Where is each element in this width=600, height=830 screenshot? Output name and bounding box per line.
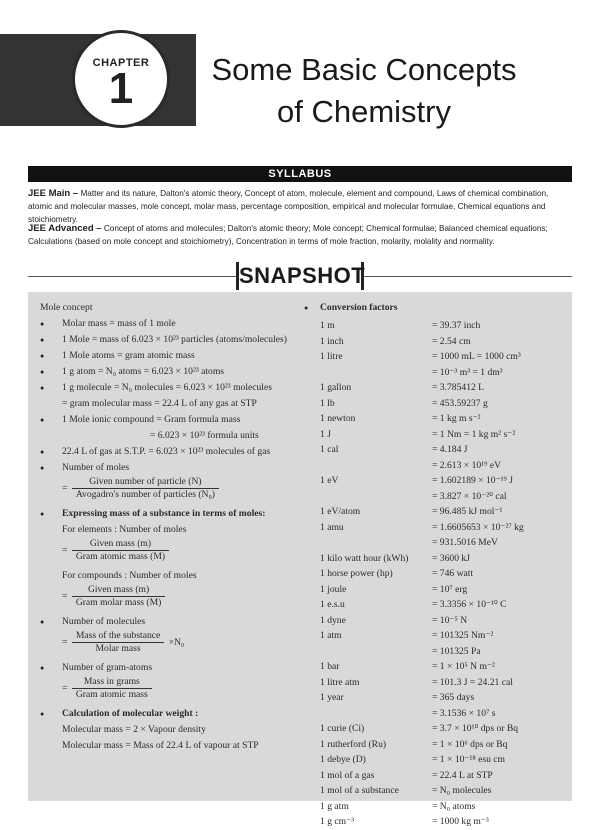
syllabus-jee-advanced bbox=[28, 222, 572, 248]
list-item-continuation: = 6.023 × 10²³ formula units bbox=[150, 430, 259, 441]
conversion-value: = 1 × 10⁵ N m⁻² bbox=[432, 661, 495, 672]
conversion-row bbox=[304, 613, 566, 629]
conversion-value: = 3.3356 × 10⁻¹⁰ C bbox=[432, 599, 507, 610]
fraction-numerator: Given mass (m) bbox=[72, 538, 169, 551]
conversion-unit: 1 atm bbox=[320, 630, 342, 641]
conversion-unit: 1 horse power (hp) bbox=[320, 568, 393, 579]
conversion-row bbox=[304, 396, 566, 412]
conversion-row bbox=[304, 489, 566, 505]
conversion-unit: 1 litre atm bbox=[320, 676, 360, 688]
equals-sign: = bbox=[62, 545, 68, 556]
conversion-unit: 1 gallon bbox=[320, 382, 352, 393]
conversion-row bbox=[304, 334, 566, 350]
list-item: ● 1 Mole atoms = gram atomic mass bbox=[40, 348, 298, 364]
mole-concept-column bbox=[40, 300, 298, 754]
conversion-unit: 1 litre bbox=[320, 351, 343, 362]
conversion-row bbox=[304, 737, 566, 753]
conversion-value: = 3.1536 × 10⁷ s bbox=[432, 707, 496, 719]
list-item: ● 22.4 L of gas at S.T.P. = 6.023 × 10²³ molecules of gas bbox=[40, 444, 298, 460]
conversion-row bbox=[304, 597, 566, 613]
conversion-row bbox=[304, 752, 566, 768]
jee-main-label: JEE Main – bbox=[28, 188, 79, 199]
syllabus-heading: SYLLABUS bbox=[28, 166, 572, 182]
conversion-row bbox=[304, 411, 566, 427]
formula-molecules bbox=[40, 630, 298, 660]
conversion-unit: 1 kilo watt hour (kWh) bbox=[320, 552, 409, 564]
conversion-value: = 3.7 × 10¹⁰ dps or Bq bbox=[432, 723, 519, 734]
conversion-row bbox=[304, 349, 566, 365]
molecular-mass-line: Molecular mass = Mass of 22.4 L of vapour at STP bbox=[62, 740, 259, 751]
conversion-value: = 3600 kJ bbox=[432, 552, 470, 564]
formula-gram-atoms bbox=[40, 676, 298, 706]
fraction bbox=[72, 676, 152, 701]
conversion-row bbox=[304, 535, 566, 551]
conversion-value: = N₀ molecules bbox=[432, 785, 492, 796]
conversion-row bbox=[304, 628, 566, 644]
conversion-value: = 10⁻⁵ N bbox=[432, 614, 468, 626]
conversion-row bbox=[304, 520, 566, 536]
list-item: ● 1 g atom = N₀ atoms = 6.023 × 10²³ atoms bbox=[40, 364, 298, 380]
conversion-value: = 39.37 inch bbox=[432, 320, 481, 331]
fraction-numerator: Mass in grams bbox=[72, 676, 152, 689]
conversion-row bbox=[304, 318, 566, 334]
conversion-unit: 1 mol of a gas bbox=[320, 769, 375, 781]
conversion-value: = 365 days bbox=[432, 692, 475, 703]
syllabus-jee-main bbox=[28, 187, 572, 226]
conversion-value: = 101325 Pa bbox=[432, 645, 481, 657]
list-item: ● Expressing mass of a substance in terms of moles: bbox=[40, 506, 298, 522]
conversion-unit: 1 g cm⁻³ bbox=[320, 816, 355, 827]
jee-advanced-text: Concept of atoms and molecules; Dalton's atomic theory; Mole concept; Chemical formulae; Balanced chemical equations; Calculations (based on mole concept and stoichiometry), Concentration in terms of mole fraction, molarity, molality and normality. bbox=[28, 224, 548, 246]
fraction-denominator: Molar mass bbox=[95, 643, 141, 654]
equals-sign: = bbox=[62, 683, 68, 694]
molecular-mass-line: Molecular mass = 2 × Vapour density bbox=[62, 724, 206, 735]
conversion-value: = 1 kg m s⁻² bbox=[432, 413, 481, 424]
conversion-row bbox=[304, 551, 566, 567]
list-item: ● Number of molecules bbox=[40, 614, 298, 630]
conversion-unit: 1 m bbox=[320, 320, 335, 331]
list-item: ● Molar mass = mass of 1 mole bbox=[40, 316, 298, 332]
conversion-unit: 1 cal bbox=[320, 444, 339, 455]
conversion-table bbox=[304, 318, 566, 830]
conversion-row bbox=[304, 365, 566, 381]
conversion-row bbox=[304, 690, 566, 706]
conversion-value: = 1 × 10⁶ dps or Bq bbox=[432, 738, 508, 750]
conversion-value: = 22.4 L at STP bbox=[432, 769, 493, 781]
conversion-unit: 1 debye (D) bbox=[320, 754, 366, 765]
conversion-row bbox=[304, 644, 566, 660]
conversion-row bbox=[304, 442, 566, 458]
conversion-unit: 1 e.s.u bbox=[320, 599, 345, 610]
conversion-factors-column bbox=[304, 300, 566, 830]
conversion-row bbox=[304, 721, 566, 737]
conversion-row bbox=[304, 504, 566, 520]
conversion-unit: 1 eV/atom bbox=[320, 506, 361, 517]
conversion-row bbox=[304, 473, 566, 489]
fraction-numerator: Given number of particle (N) bbox=[72, 476, 219, 489]
conversion-unit: 1 eV bbox=[320, 475, 339, 486]
conversion-unit: 1 mol of a substance bbox=[320, 785, 399, 796]
conversion-value: = 96.485 kJ mol⁻¹ bbox=[432, 506, 503, 517]
list-item: ● 1 Mole = mass of 6.023 × 10²³ particles (atoms/molecules) bbox=[40, 332, 298, 348]
conversion-unit: 1 curie (Ci) bbox=[320, 723, 365, 734]
conversion-row bbox=[304, 458, 566, 474]
fraction-numerator: Mass of the substance bbox=[72, 630, 164, 643]
conversion-value: = 101.3 J = 24.21 cal bbox=[432, 676, 513, 688]
fraction bbox=[72, 630, 164, 655]
list-item: ● Number of moles bbox=[40, 460, 298, 476]
conversion-row bbox=[304, 659, 566, 675]
conversion-row bbox=[304, 380, 566, 396]
conversion-row bbox=[304, 566, 566, 582]
page-title-line-1: Some Basic Concepts bbox=[211, 52, 517, 87]
conversion-value: = 1000 kg m⁻³ bbox=[432, 816, 489, 827]
jee-advanced-label: JEE Advanced – bbox=[28, 223, 102, 234]
conversion-value: = 746 watt bbox=[432, 568, 474, 579]
fraction-numerator: Given mass (m) bbox=[72, 584, 166, 597]
fraction-denominator: Gram atomic mass bbox=[75, 689, 148, 700]
conversion-value: = 4.184 J bbox=[432, 444, 468, 455]
conversion-value: = 1 × 10⁻¹⁸ esu cm bbox=[432, 754, 505, 765]
conversion-unit: 1 dyne bbox=[320, 614, 346, 626]
fraction-denominator: Gram molar mass (M) bbox=[75, 597, 162, 608]
conversion-unit: 1 bar bbox=[320, 661, 340, 672]
conversion-row bbox=[304, 799, 566, 815]
conversion-value: = 1.602189 × 10⁻¹⁹ J bbox=[432, 475, 514, 486]
fraction-denominator: Gram atomic mass (M) bbox=[75, 551, 166, 562]
fraction bbox=[72, 538, 169, 563]
conversion-value: = 1.6605653 × 10⁻²⁷ kg bbox=[432, 521, 524, 533]
formula-moles-compounds bbox=[40, 584, 298, 614]
conversion-value: = N₀ atoms bbox=[432, 800, 476, 812]
conversion-row bbox=[304, 768, 566, 784]
conversion-factors-heading: ● Conversion factors bbox=[304, 300, 566, 318]
conversion-value: = 931.5016 MeV bbox=[432, 537, 498, 548]
list-item-continuation: = gram molecular mass = 22.4 L of any gas at STP bbox=[62, 398, 257, 409]
fraction-denominator: Avogadro's number of particles (N₀) bbox=[75, 489, 215, 500]
conversion-unit: 1 amu bbox=[320, 521, 344, 533]
conversion-value: = 10⁷ erg bbox=[432, 583, 468, 595]
jee-main-text: Matter and its nature, Dalton's atomic theory, Concept of atom, molecule, element and compound, Laws of chemical combination, atomic and molecular masses, mole concept, molar mass, percentage composition, empirical and molecular formulae, Chemical equations and stoichiometry. bbox=[28, 189, 549, 224]
conversion-value: = 101325 Nm⁻² bbox=[432, 630, 494, 641]
formula-moles-elements bbox=[40, 538, 298, 568]
avogadro-factor: ×N₀ bbox=[168, 637, 185, 648]
list-item: ● Calculation of molecular weight : bbox=[40, 706, 298, 722]
snapshot-badge: SNAPSHOT bbox=[236, 262, 364, 290]
list-item: ● Number of gram-atoms bbox=[40, 660, 298, 676]
conversion-unit: 1 year bbox=[320, 692, 344, 703]
conversion-value: = 1000 mL = 1000 cm³ bbox=[432, 351, 521, 362]
conversion-row bbox=[304, 427, 566, 443]
conversion-unit: 1 rutherford (Ru) bbox=[320, 738, 387, 750]
list-item: ● 1 Mole ionic compound = Gram formula mass bbox=[40, 412, 298, 428]
conversion-value: = 3.827 × 10⁻²⁰ cal bbox=[432, 490, 507, 502]
conversion-value: = 3.785412 L bbox=[432, 382, 485, 393]
conversion-unit: 1 J bbox=[320, 428, 331, 440]
chapter-label: CHAPTER bbox=[92, 57, 150, 69]
compounds-label: For compounds : Number of moles bbox=[62, 570, 197, 581]
mole-concept-heading: Mole concept bbox=[40, 302, 93, 313]
conversion-value: = 2.613 × 10¹⁹ eV bbox=[432, 459, 502, 471]
elements-label: For elements : Number of moles bbox=[62, 524, 187, 535]
equals-sign: = bbox=[62, 483, 68, 494]
conversion-row bbox=[304, 814, 566, 830]
formula-moles-particles bbox=[40, 476, 298, 506]
conversion-row bbox=[304, 783, 566, 799]
conversion-unit: 1 inch bbox=[320, 335, 344, 347]
conversion-value: = 1 Nm = 1 kg m² s⁻² bbox=[432, 428, 516, 440]
chapter-number: 1 bbox=[108, 64, 134, 113]
fraction bbox=[72, 584, 166, 609]
conversion-row bbox=[304, 582, 566, 598]
chapter-badge bbox=[72, 30, 170, 128]
fraction bbox=[72, 476, 219, 501]
conversion-unit: 1 lb bbox=[320, 397, 335, 409]
conversion-unit: 1 joule bbox=[320, 583, 347, 595]
conversion-unit: 1 g atm bbox=[320, 800, 349, 812]
conversion-value: = 453.59237 g bbox=[432, 397, 488, 409]
equals-sign: = bbox=[62, 637, 68, 648]
conversion-row bbox=[304, 675, 566, 691]
conversion-unit: 1 newton bbox=[320, 413, 356, 424]
conversion-value: = 2.54 cm bbox=[432, 335, 471, 347]
conversion-row bbox=[304, 706, 566, 722]
page-title-line-2: of Chemistry bbox=[277, 94, 451, 129]
conversion-value: = 10⁻³ m³ = 1 dm³ bbox=[432, 366, 503, 378]
equals-sign: = bbox=[62, 591, 68, 602]
list-item: ● 1 g molecule = N₀ molecules = 6.023 × 10²³ molecules bbox=[40, 380, 298, 396]
